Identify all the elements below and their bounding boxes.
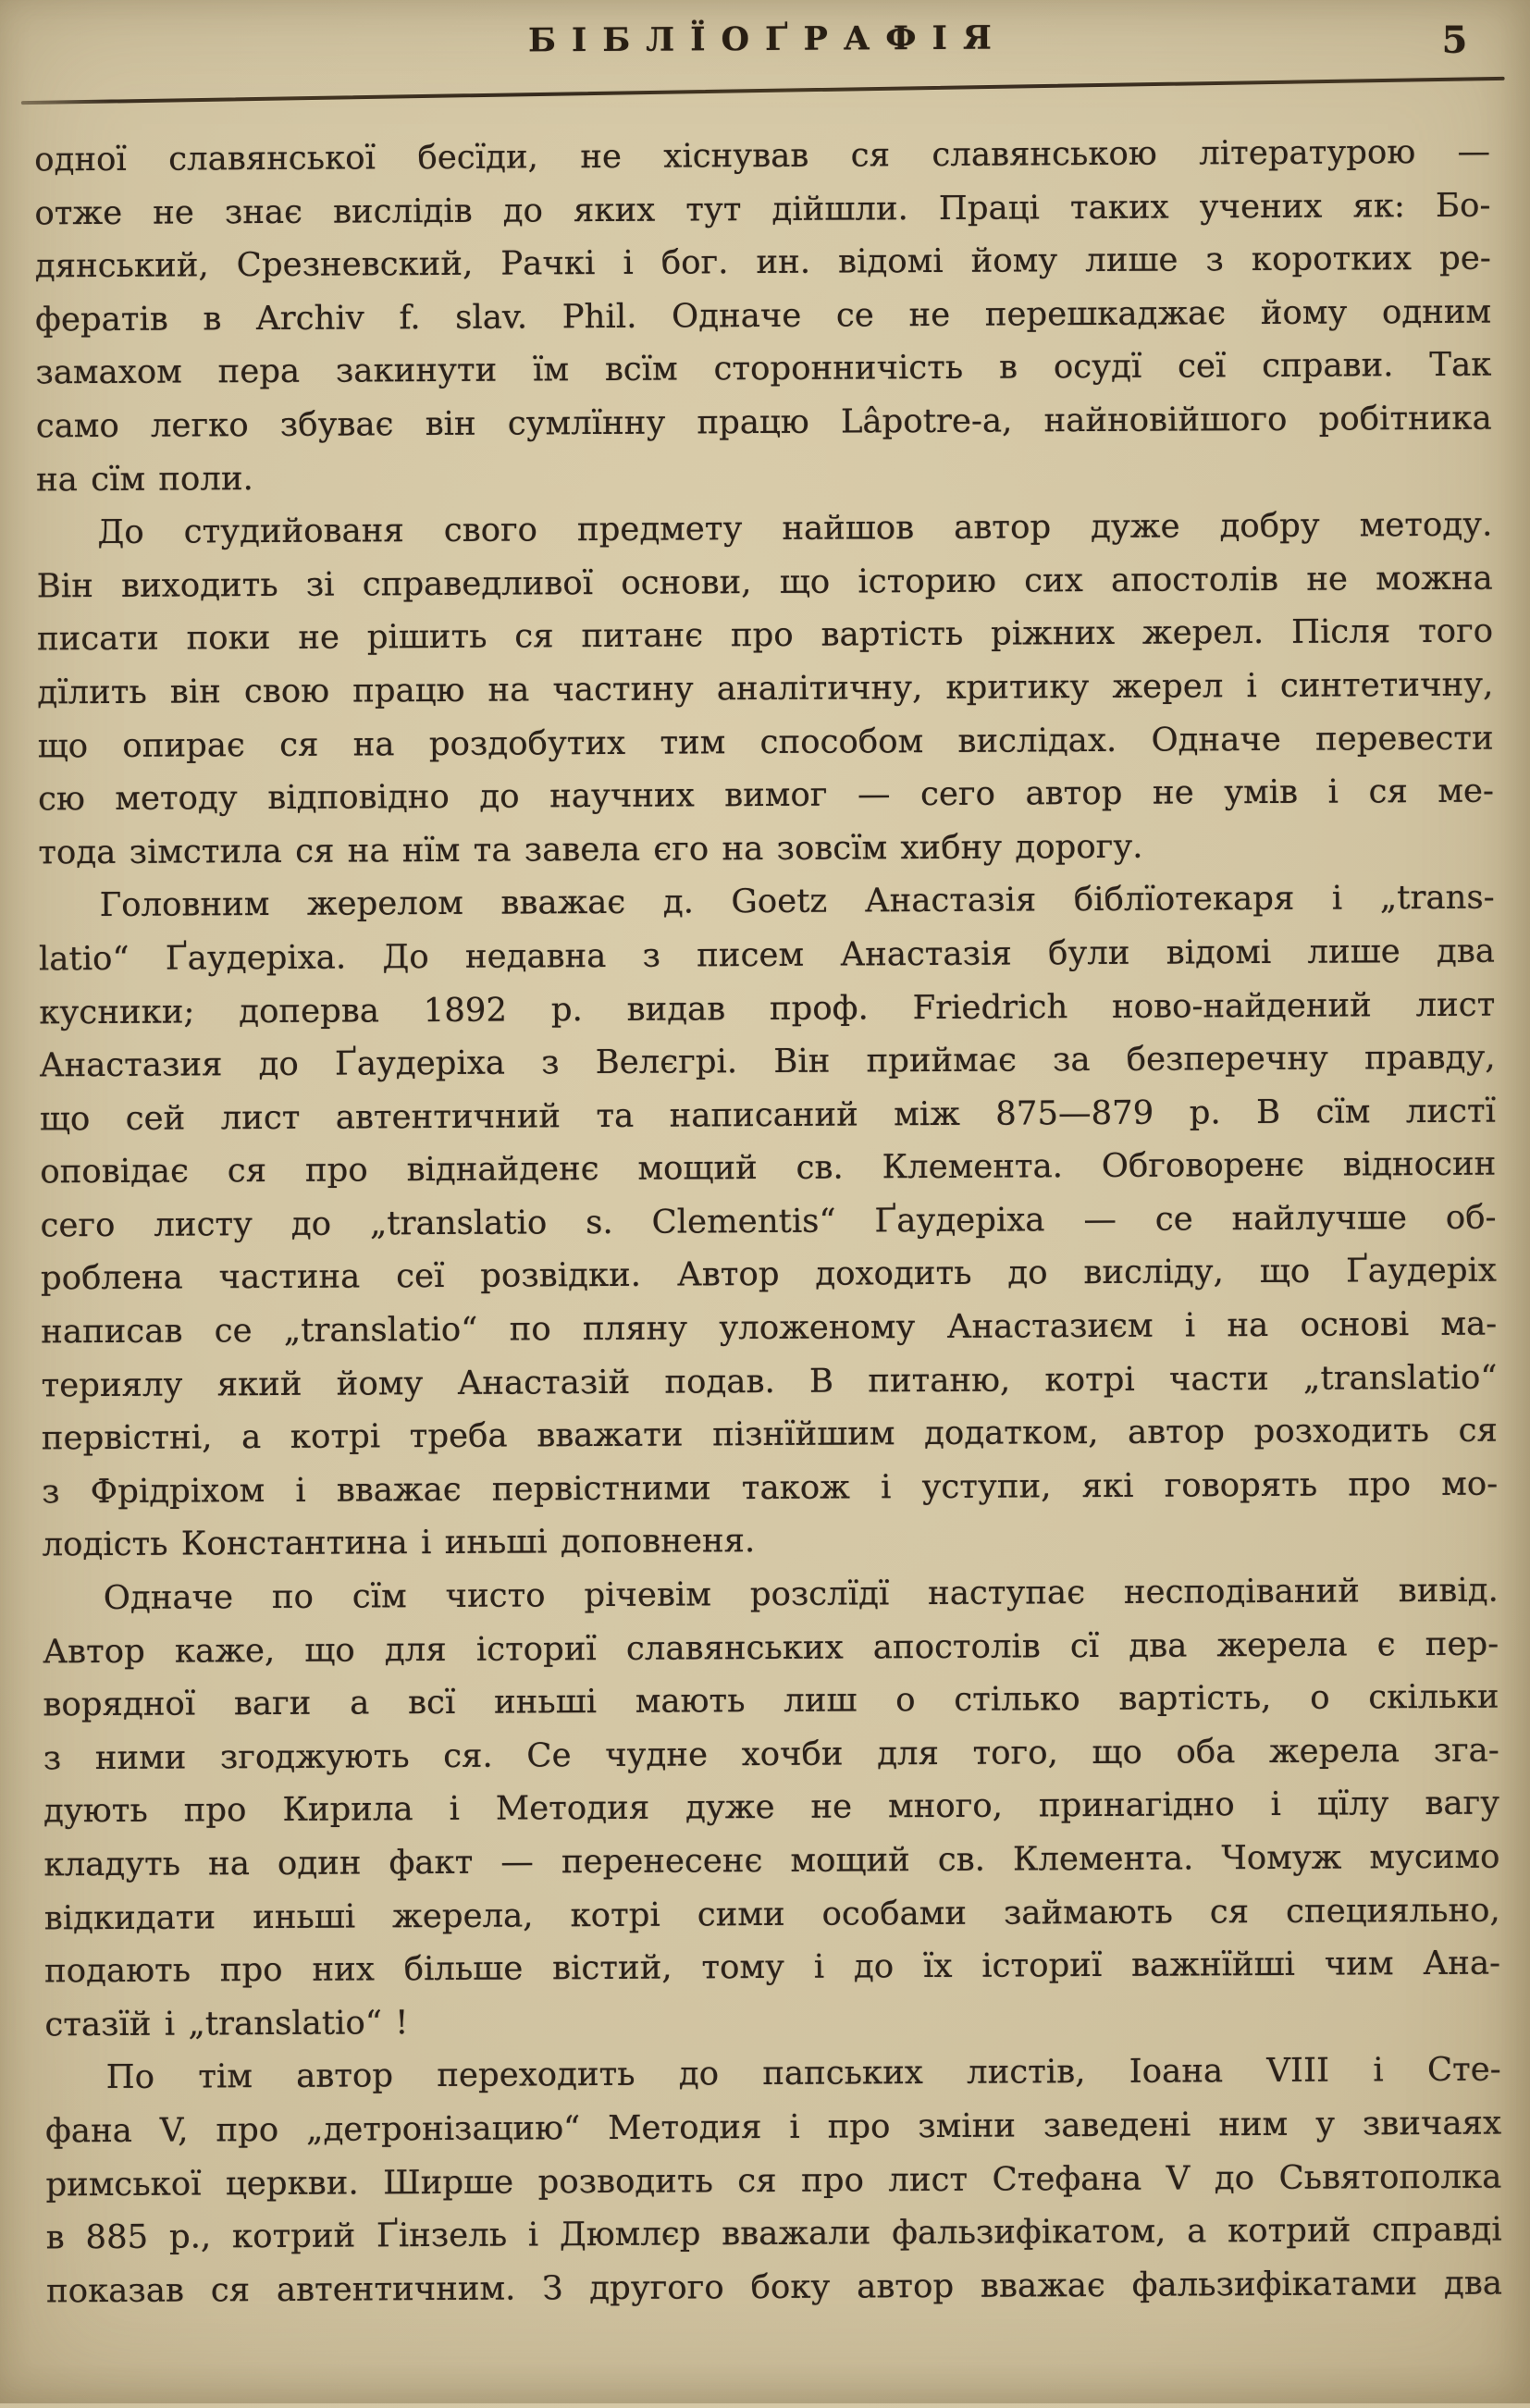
text-line: писати поки не рішить ся питанє про вартість ріжних жерел. Після того [36, 611, 1494, 659]
text-line: тода зімстила ся на нїм та завела єго на зовсїм хибну дорогу. [38, 827, 1143, 872]
text-line: відкидати иньші жерела, котрі сими особами займають ся специяльно, [43, 1891, 1500, 1937]
text-line: кусники; доперва 1892 р. видав проф. Friedrich ново-найдений лист [39, 985, 1496, 1031]
text-line: дїлить він свою працю на частину аналітичну, критику жерел і синтетичну, [37, 665, 1494, 712]
text-line: фератів в Archiv f. slav. Phil. Одначе се не перешкаджає йому одним [34, 292, 1492, 340]
text-line: Головним жерелом вважає д. Goetz Анастазія біблїотекаря і „trans- [99, 878, 1495, 925]
text-line: первістні, а котрі треба вважати пізнїйшим додатком, автор розходить ся [41, 1411, 1498, 1458]
text-line: По тім автор переходить до папських листів, Іоана VIII і Сте- [105, 2050, 1501, 2097]
text-line: фана V, про „детронізацию“ Методия і про зміни заведені ним у звичаях [44, 2104, 1502, 2151]
running-header [0, 16, 1525, 76]
text-line: написав се „translatio“ по пляну уложеному Анастазиєм і на основі ма- [41, 1304, 1498, 1352]
text-line: одної славянської бесїди, не хіснував ся славянською літературою — [34, 132, 1491, 179]
text-line: римської церкви. Ширше розводить ся про лист Стефана V до Сьвятополка [45, 2157, 1502, 2204]
page-text [34, 126, 1502, 2318]
text-line: оповідає ся про віднайденє мощий св. Клемента. Обговоренє відносин [40, 1144, 1497, 1192]
page-title: БІБЛЇОҐРАФІЯ [527, 19, 1007, 60]
text-line: показав ся автентичним. З другого боку автор вважає фальзифікатами два [45, 2264, 1503, 2311]
text-line: кладуть на один факт — перенесенє мощий св. Клемента. Чомуж мусимо [43, 1837, 1500, 1884]
text-line: териялу який йому Анастазій подав. В питаню, котрі части „translatio“ [41, 1358, 1498, 1405]
text-line: Він виходить зі справедливої основи, що історию сих апостолів не можна [36, 559, 1493, 606]
text-line: сю методу відповідно до научних вимог — сего автор не умів і ся ме- [37, 772, 1495, 819]
text-line: Одначе по сїм чисто річевім розслїдї наступає несподіваний вивід. [103, 1571, 1499, 1618]
text-line: ворядної ваги а всї иньші мають лиш о стілько вартість, о скільки [43, 1677, 1499, 1724]
text-line: з ними згоджують ся. Се чудне хочби для того, що оба жерела зга- [43, 1731, 1499, 1778]
text-line: подають про них більше вістий, тому і до їх істориї важнїйші чим Ана- [43, 1944, 1501, 1991]
text-line: стазїй і „translatio“ ! [44, 2003, 409, 2044]
text-line: Анастазия до Ґаудеріха з Велєгрі. Він приймає за безперечну правду, [39, 1038, 1496, 1085]
text-line: що сей лист автентичний та написаний між 875—879 р. В сїм листї [39, 1092, 1497, 1139]
text-line: з Фрідріхом і вважає первістними також і уступи, які говорять про мо- [42, 1464, 1499, 1512]
text-line: лодість Константина і иньші доповненя. [42, 1522, 756, 1564]
text-line: роблена частина сеї розвідки. Автор доходить до висліду, що Ґаудеріх [40, 1252, 1497, 1298]
header-rule [21, 77, 1505, 105]
text-line: само легко збуває він сумлїнну працю Lâpotre-a, найновійшого робітника [35, 399, 1492, 446]
text-line: дянський, Срезневский, Рачкі і бог. ин. відомі йому лише з коротких ре- [34, 239, 1491, 286]
text-line: отже не знає вислідів до яких тут дійшли. Праці таких учених як: Бо- [34, 186, 1491, 232]
text-line: сего листу до „translatio s. Clementis“ Ґаудеріха — се найлучше об- [40, 1198, 1497, 1245]
text-line: Автор каже, що для істориї славянських апостолів сї два жерела є пер- [43, 1624, 1499, 1671]
text-line: latio“ Ґаудеріха. До недавна з писем Анастазія були відомі лише два [38, 932, 1496, 979]
page-number: 5 [1441, 18, 1468, 62]
text-line: на сїм поли. [35, 459, 253, 499]
text-line: що опирає ся на роздобутих тим способом вислідах. Одначе перевести [37, 719, 1494, 765]
text-line: в 885 р., котрий Ґінзель і Дюмлєр вважали фальзифікатом, а котрий справді [45, 2210, 1502, 2257]
text-line: До студийованя свого предмету найшов автор дуже добру методу. [97, 505, 1493, 552]
text-line: дують про Кирила і Методия дуже не много, принагідно і цїлу вагу [43, 1784, 1500, 1831]
text-line: замахом пера закинути їм всїм сторонничість в осудї сеї справи. Так [35, 345, 1492, 392]
